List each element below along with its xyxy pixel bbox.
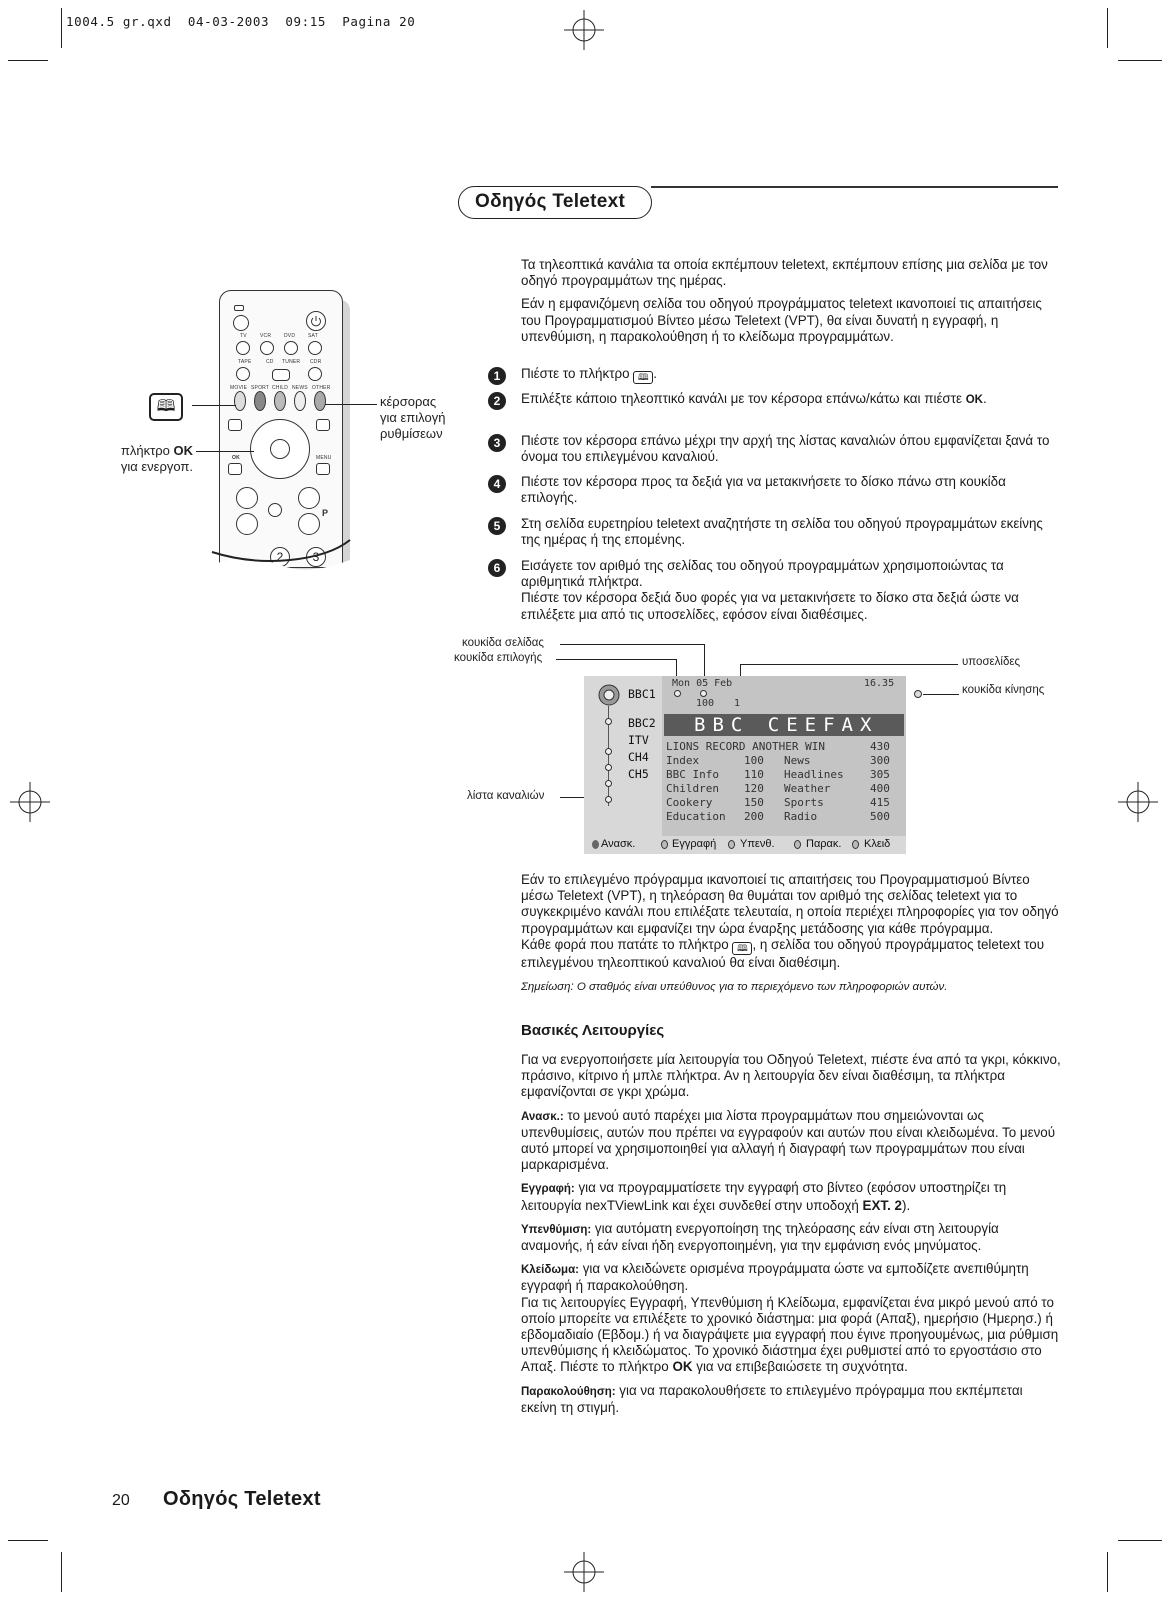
step-text: Πιέστε το πλήκτρο [521,366,630,381]
channel-item: BBC2 [628,716,656,730]
crop-mark [1118,1540,1162,1541]
index-right-label: Weather [784,782,831,795]
channel-dot [605,718,612,725]
move-dot [914,690,922,698]
registration-mark-icon [1118,782,1158,822]
remind-item [521,1221,1061,1254]
news-label: NEWS [292,385,308,391]
index-right-page: 500 [870,810,890,823]
vcr-button [260,341,274,355]
watch-item [521,1383,1061,1416]
tv-button [236,341,250,355]
index-left-page: 100 [744,754,764,767]
menu-button [316,463,330,475]
basic-intro: Για να ενεργοποιήσετε μία λειτουργία του Οδηγού Teletext, πιέστε ένα από τα γκρι, κόκκινο, πράσινο, κίτρινο ή μπλε πλήκτρα. Αν η λειτουργία δεν είναι διαθέσιμη, τα πλήκτρα εμφανίζονται σε γκρι χρώμα. [521,1052,1061,1100]
step-5 [488,516,1063,548]
step-text: Εισάγετε τον αριθμό της σελίδας του οδηγού προγραμμάτων χρησιμοποιώντας τα αριθμητικά πλήκτρα. [521,558,1004,590]
step-text: Πιέστε τον κέρσορα προς τα δεξιά για να μετακινήσετε το δίσκο πάνω στη κουκίδα επιλογής. [521,474,1006,506]
movie-label: MOVIE [230,385,248,391]
section-heading: Βασικές Λειτουργίες [521,1022,665,1039]
sat-label: SAT [308,333,318,339]
function-label: Εγγραφή [672,838,717,850]
registration-mark-icon [564,1552,604,1592]
record-item [521,1180,1061,1213]
ok-callout-label [115,443,193,475]
menu-key-button [316,419,330,431]
function-label: Υπενθ. [740,838,775,850]
teletext-subpage: 1 [734,698,741,709]
select-dot [700,690,707,697]
crop-mark [61,8,62,48]
ok-callout-text: πλήκτρο [120,443,170,458]
term: Κλείδωμα: [521,1264,579,1277]
index-left-label: Education [666,810,726,823]
teletext-function-bar [584,836,906,854]
index-left-label: Cookery [666,796,713,809]
mute-button [268,503,282,517]
teletext-time: 16.35 [864,678,895,689]
other-label: OTHER [312,385,331,391]
teletext-date: Mon 05 Feb [672,678,733,689]
tape-label: TAPE [238,359,252,365]
registration-mark-icon [564,10,604,50]
yellow-button [294,391,306,411]
cursor-label-line: κέρσορας [380,394,437,409]
header-rule [651,186,1058,188]
channel-item: CH5 [628,767,649,781]
teletext-screen [584,676,906,854]
callout-line [556,659,677,660]
registration-mark-icon [10,782,50,822]
function-label: Παρακ. [806,838,842,850]
index-right-label: Headlines [784,768,844,781]
ok-key-label: OK [965,394,983,406]
navigation-disc-icon [598,684,620,706]
cursor-label [380,394,445,442]
page-dot-label: κουκίδα σελίδας [462,637,544,649]
headline-text: LIONS RECORD ANOTHER WIN [666,740,825,753]
definition: για να κλειδώνετε ορισμένα προγράμματα ώστε να εμποδίζετε ανεπιθύμητη εγγραφή ή παρακολούθηση. [521,1261,1029,1294]
red-button [254,391,266,411]
index-right-page: 305 [870,768,890,781]
index-left-page: 150 [744,796,764,809]
step-text: Πιέστε τον κέρσορα επάνω μέχρι την αρχή της λίστας καναλιών όπου εμφανίζεται ξανά το όνομα του επιλεγμένου καναλιού. [521,433,1050,465]
step-4 [488,474,1063,506]
teletext-page-number: 100 [696,698,715,709]
guide-key-icon: 🕮 [633,371,653,384]
step-text-end: . [982,391,987,406]
intro-paragraph: Τα τηλεοπτικά κανάλια τα οποία εκπέμπουν teletext, εκπέμπουν επίσης μια σελίδα με τον οδηγό προγραμμάτων της ημέρας. [521,257,1048,289]
crop-mark [1107,8,1108,48]
vpt-paragraph: Εάν το επιλεγμένο πρόγραμμα ικανοποιεί τις απαιτήσεις του Προγραμματισμού Βίντεο μέσω Teletext (VPT), η τηλεόραση θα θυμάται τον αριθμό της σελίδας teletext για το συγκεκριμένο κανάλι που επιλέξατε τελευταία, η οποία περιέχει πληροφορίες για τον οδηγό προγραμμάτων και εμφανίζει την ώρα έναρξης μετάδοσης για κάθε πρόγραμμα. [521,872,1059,936]
page-number: 20 [112,1492,130,1509]
cursor-center-ok [270,439,290,459]
basic-functions [521,1052,1061,1416]
term: Υπενθύμιση: [521,1223,592,1236]
definition: για να παρακολουθήσετε το επιλεγμένο πρόγραμμα που εκπέμπεται εκείνη τη στιγμή. [521,1382,1023,1415]
step-number: 1 [488,367,506,385]
sport-label: SPORT [251,385,270,391]
crop-mark [8,60,48,61]
function-label: Ανασκ. [601,838,636,850]
lock-item [521,1261,1061,1375]
step-number: 5 [488,517,506,535]
remote-control [219,290,343,568]
p-label: P [322,508,329,518]
ok-side-button [228,463,242,475]
channel-dot [605,748,612,755]
index-right-label: News [784,754,811,767]
crop-mark [1107,1552,1108,1592]
teletext-button [228,419,242,431]
step-6 [488,558,1063,623]
program-up-button [298,487,320,509]
cursor-label-line: ρυθμίσεων [380,426,443,441]
yellow-key-icon [794,840,801,849]
callout-line [196,451,254,452]
page-dot [674,690,681,697]
intro [521,257,1061,345]
select-dot-label: κουκίδα επιλογής [454,652,543,664]
cd-label: CD [266,359,274,365]
cursor-label-line: για επιλογή [380,410,446,425]
index-left-page: 200 [744,810,764,823]
index-right-label: Radio [784,810,818,823]
dvd-button [284,341,298,355]
definition: για αυτόματη ενεργοποίηση της τηλεόρασης εάν είναι στη λειτουργία αναμονής, ή εάν είναι ήδη ενεργοποιημένη, για την εμφάνιση ενός μηνύματος. [521,1220,999,1254]
step-number: 3 [488,434,506,452]
channel-item: ITV [628,733,649,747]
index-right-page: 415 [870,796,890,809]
ext-label: EXT. 2 [862,1197,902,1213]
page-title: Οδηγός Teletext [458,186,652,219]
index-right-page: 400 [870,782,890,795]
sat-button [308,341,322,355]
definition: για να προγραμματίσετε την εγγραφή στο βίντεο (εφόσον υποστηρίζει τη λειτουργία nexTViewLink και έχει συνδεθεί στην υποδοχή [521,1180,1007,1213]
index-left-label: Index [666,754,700,767]
channel-dot [605,764,612,771]
intro-paragraph: Εάν η εμφανιζόμενη σελίδα του οδηγού προγράμματος teletext ικανοποιεί τις απαιτήσεις του Προγραμματισμού Βίντεο μέσω Teletext (VPT), θα είναι δυνατή η εγγραφή, η υπενθύμιση, η παρακολούθηση ή το κλείδωμα προγραμμάτων. [521,296,1042,344]
footer-title: Οδηγός Teletext [163,1488,321,1510]
digit-2-button: 2 [270,547,290,567]
frequency-text-end: για να επιβεβαιώσετε τη συχνότητα. [692,1359,908,1375]
channel-dot [605,780,612,787]
ok-callout-bold: OK [173,443,193,458]
term: Εγγραφή: [521,1183,575,1196]
step-3 [488,433,1063,465]
step-number: 2 [488,392,506,410]
remote-button [233,315,249,331]
channel-item: BBC1 [628,687,656,701]
index-right-label: Sports [784,796,824,809]
step-number: 4 [488,475,506,493]
ok-key-label: OK [672,1359,693,1375]
step-text: Πιέστε τον κέρσορα δεξιά δυο φορές για να μετακινήσετε το δίσκο στα δεξιά ώστε να επιλέξετε μια από τις υποσελίδες, εφόσον είναι διαθέσιμες. [521,590,1019,622]
print-slug: 1004.5 gr.qxd 04-03-2003 09:15 Pagina 20 [66,14,416,29]
crop-mark [61,1552,62,1592]
index-left-page: 120 [744,782,764,795]
ok-label: OK [232,455,240,461]
channel-item: CH4 [628,750,649,764]
index-left-label: Children [666,782,719,795]
term: Παρακολούθηση: [521,1385,616,1398]
review-item [521,1108,1061,1174]
digit-3-button: 3 [306,547,326,567]
step-text: Επιλέξτε κάποιο τηλεοπτικό κανάλι με τον κέρσορα επάνω/κάτω και πιέστε [521,391,962,406]
note: Σημείωση: Ο σταθμός είναι υπεύθυνος για το περιεχόμενο των πληροφοριών αυτών. [521,981,948,994]
step-1 [488,366,1063,384]
subpages-label: υποσελίδες [962,656,1021,668]
crop-mark [8,1540,48,1541]
crop-mark [1118,60,1162,61]
guide-button [272,369,290,381]
headline-page: 430 [870,740,890,753]
callout-line [325,404,377,405]
tv-label: TV [240,333,247,339]
channel-list-label: λίστα καναλιών [467,790,545,802]
callout-line [192,405,236,406]
callout-line [923,694,959,695]
tape-button [236,367,250,381]
red-key-icon [661,840,668,849]
function-label: Κλειδ [864,838,891,850]
menu-label: MENU [316,455,332,461]
ceefax-banner: BBC CEEFAX [664,714,904,736]
guide-key-text: Κάθε φορά που πατάτε το πλήκτρο [521,936,729,952]
green-button [274,391,286,411]
child-label: CHILD [272,385,289,391]
dvd-label: DVD [284,333,296,339]
power-icon [310,315,322,327]
index-left-label: BBC Info [666,768,719,781]
guide-key-icon: 🕮 [732,942,752,955]
blue-key-icon [852,840,859,849]
step-2 [488,391,1063,408]
term: Ανασκ.: [521,1110,564,1123]
index-right-page: 300 [870,754,890,767]
info-button [308,367,322,381]
index-left-page: 110 [744,768,764,781]
frequency-text: Για τις λειτουργίες Εγγραφή, Υπενθύμιση ή Κλείδωμα, εμφανίζεται ένα μικρό μενού από το οποίο μπορείτε να επιλέξετε το χρονικό διάστημα: μια φορά (Απαξ), ημερήσιο (Ημερησ.) ή εβδομαδιαίο (Εβδομ.) ή να διαγράψετε μια εγγραφή που έγινε προηγουμένως, μια ρύθμιση υπενθύμισης ή κλειδώματος. Το χρονικό διάστημα έχει ρυθμιστεί από το εργοστάσιο στο Απαξ. Πιέστε το πλήκτρο [521,1294,1059,1375]
tuner-label: TUNER [282,359,301,365]
step-text-end: . [653,366,658,381]
move-dot-label: κουκίδα κίνησης [962,684,1045,696]
definition-end: ). [901,1197,911,1213]
cdr-label: CDR [310,359,322,365]
channel-dot [605,796,612,803]
tv-input-icon [234,305,244,311]
green-key-icon [728,840,735,849]
guide-key-text: , η σελίδα του οδηγού προγράμματος teletext του επιλεγμένου τηλεοπτικού καναλιού θα είναι διαθέσιμη. [521,936,1045,970]
vcr-label: VCR [260,333,272,339]
step-number: 6 [488,559,506,577]
callout-line [560,644,705,645]
volume-up-button [236,487,258,509]
blue-button [314,391,326,411]
gray-key-icon [592,840,599,849]
ok-callout-text: για ενεργοπ. [120,459,193,474]
guide-key-large-icon: 🕮 [149,393,183,421]
step-text: Στη σελίδα ευρετηρίου teletext αναζητήστε τη σελίδα του οδηγού προγραμμάτων εκείνης της ημέρας ή της επομένης. [521,516,1043,548]
gray-button [234,391,246,411]
vpt-description [521,872,1061,995]
remote-cutoff-wave [200,530,380,610]
definition: το μενού αυτό παρέχει μια λίστα προγραμμάτων που σημειώνονται ως υπενθυμίσεις, αυτών που πρέπει να εγγραφούν και αυτών που είναι κλειδωμένα. Το μενού αυτό μπορεί να χρησιμοποιηθεί για αλλαγή ή διαγραφή των προγραμμάτων που είναι μαρκαρισμένα. [521,1107,1056,1173]
callout-line [740,664,958,665]
